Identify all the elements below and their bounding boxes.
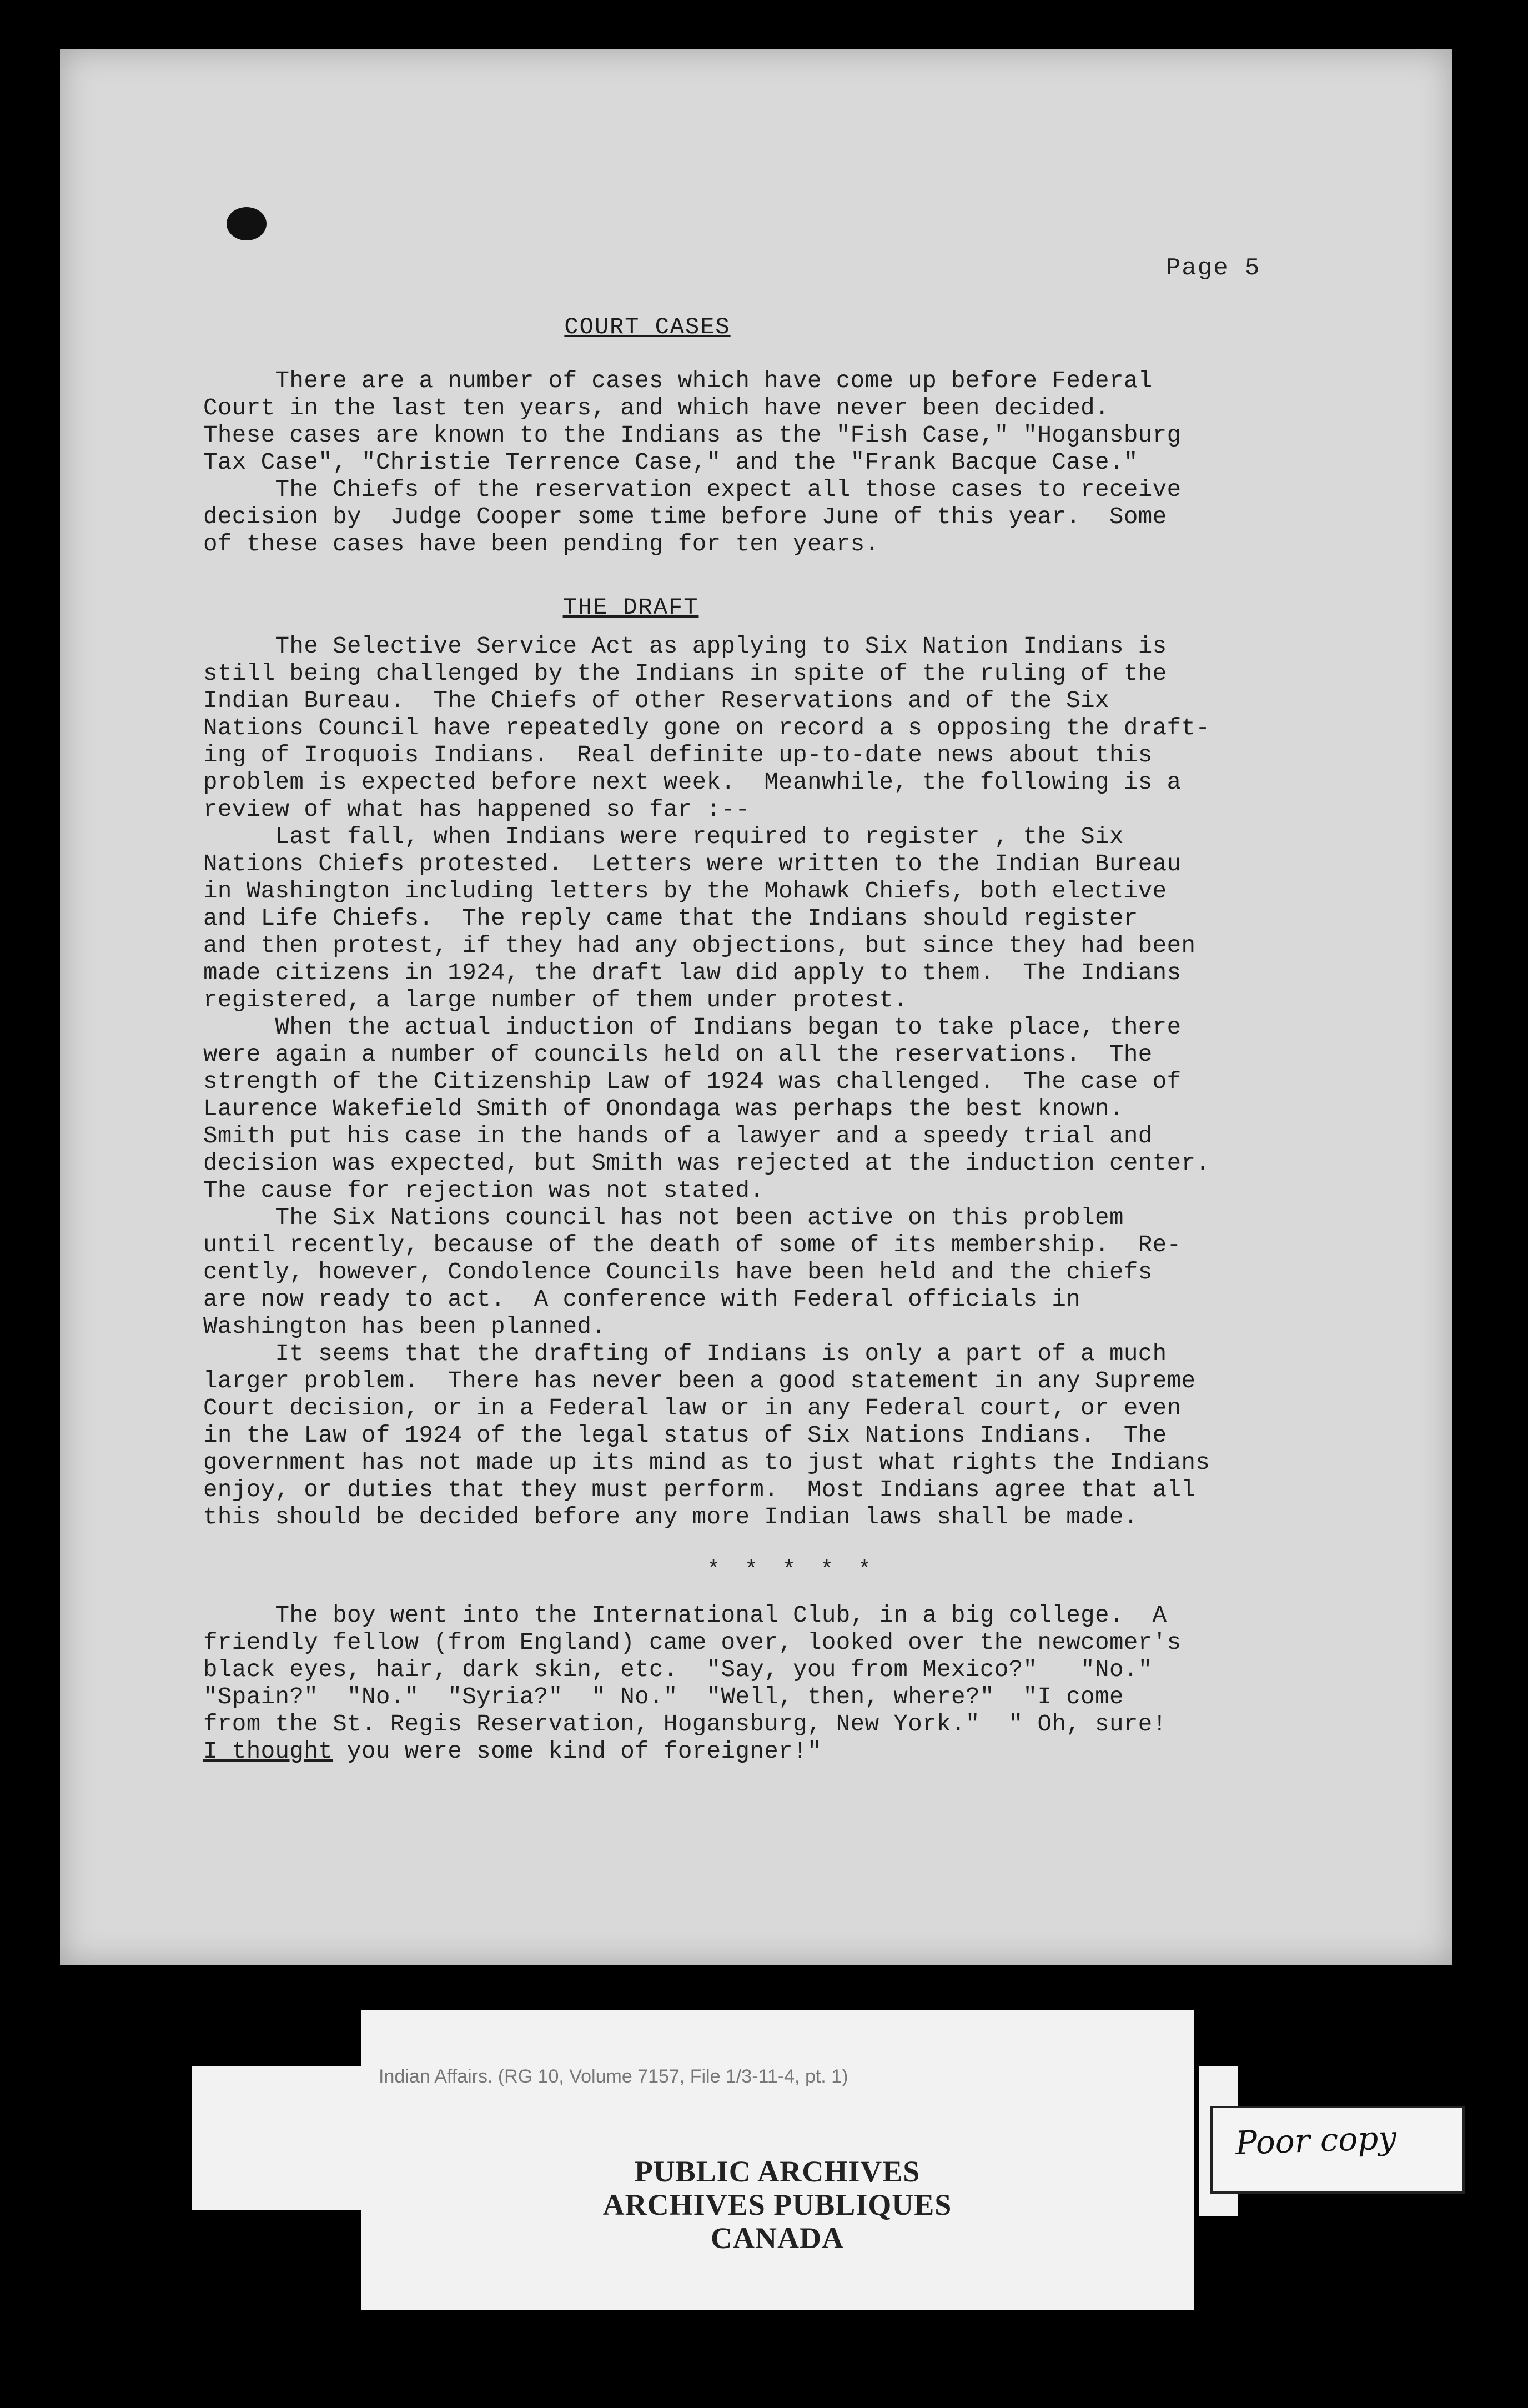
anecdote-text-end: you were some kind of foreigner!"	[333, 1738, 822, 1765]
anecdote-text: The boy went into the International Club, in a big college. A friendly fellow (from England) came over, looked over the newcomer's black eyes, hair, dark skin, etc. "Say, you from Mexico?" "No." "Spain?" "No." "Syria?" " No." "Well, then, where?" "I come from the St. Regis Reservation, Hogansburg, New York." " Oh, sure!	[203, 1602, 1182, 1738]
the-draft-body: The Selective Service Act as applying to Six Nation Indians is still being challenged by the Indians in spite of the ruling of the Indian Bureau. The Chiefs of other Reservations and of the Six Nations Council have repeatedly gone on record a s opposing the draft- ing of Iroquois Indians. Real definite up-to-date news about this problem is expected before next week. Meanwhile, the following is a review of what has happened so far :-- Last fall, when Indians were required to register , the Six Nations Chiefs protested. Letters were written to the Indian Bureau in Washington including letters by the Mohawk Chiefs, both elective and Life Chiefs. The reply came that the Indians should register and then protest, if they had any objections, but since they had been made citizens in 1924, the draft law did apply to them. The Indians registered, a large number of them under protest. When the actual induction of Indians began to take place, there were again a number of councils held on all the reservations. The strength of the Citizenship Law of 1924 was challenged. The case of Laurence Wakefield Smith of Onondaga was perhaps the best known. Smith put his case in the hands of a lawyer and a speedy trial and decision was expected, but Smith was rejected at the induction center. The cause for rejection was not stated. The Six Nations council has not been active on this problem until recently, because of the death of some of its membership. Re- cently, however, Condolence Councils have been held and the chiefs are now ready to act. A conference with Federal officials in Washington has been planned. It seems that the drafting of Indians is only a part of a much larger problem. There has never been a good statement in any Supreme Court decision, or in a Federal law or in any Federal court, or even in the Law of 1924 of the legal status of Six Nations Indians. The government has not made up its mind as to just what rights the Indians enjoy, or duties that they must perform. Most Indians agree that all this should be decided before any more Indian laws shall be made.	[203, 633, 1210, 1531]
archive-citation: Indian Affairs. (RG 10, Volume 7157, File 1/3-11-4, pt. 1)	[379, 2066, 848, 2087]
archives-title-line1: PUBLIC ARCHIVES	[634, 2155, 921, 2188]
the-draft-heading: THE DRAFT	[562, 594, 699, 621]
archives-title-line3: CANADA	[711, 2221, 844, 2255]
court-cases-body: There are a number of cases which have come up before Federal Court in the last ten years, and which have never been decided. These cases are known to the Indians as the "Fish Case," "Hogansburg Tax Case", "Christie Terrence Case," and the "Frank Bacque Case." The Chiefs of the reservation expect all those cases to receive decision by Judge Cooper some time before June of this year. Some of these cases have been pending for ten years.	[203, 368, 1182, 558]
page-number: Page 5	[1166, 254, 1261, 282]
archive-label-tab-left	[192, 2066, 369, 2210]
anecdote-underlined-text: I thought	[203, 1738, 333, 1765]
court-cases-heading: COURT CASES	[564, 314, 731, 340]
punch-hole	[227, 207, 267, 240]
poor-copy-stamp-text: Poor copy	[1234, 2118, 1398, 2163]
section-separator: * * * * *	[706, 1558, 877, 1583]
archives-title-line2: ARCHIVES PUBLIQUES	[602, 2188, 952, 2221]
anecdote-body	[203, 1602, 1358, 1765]
